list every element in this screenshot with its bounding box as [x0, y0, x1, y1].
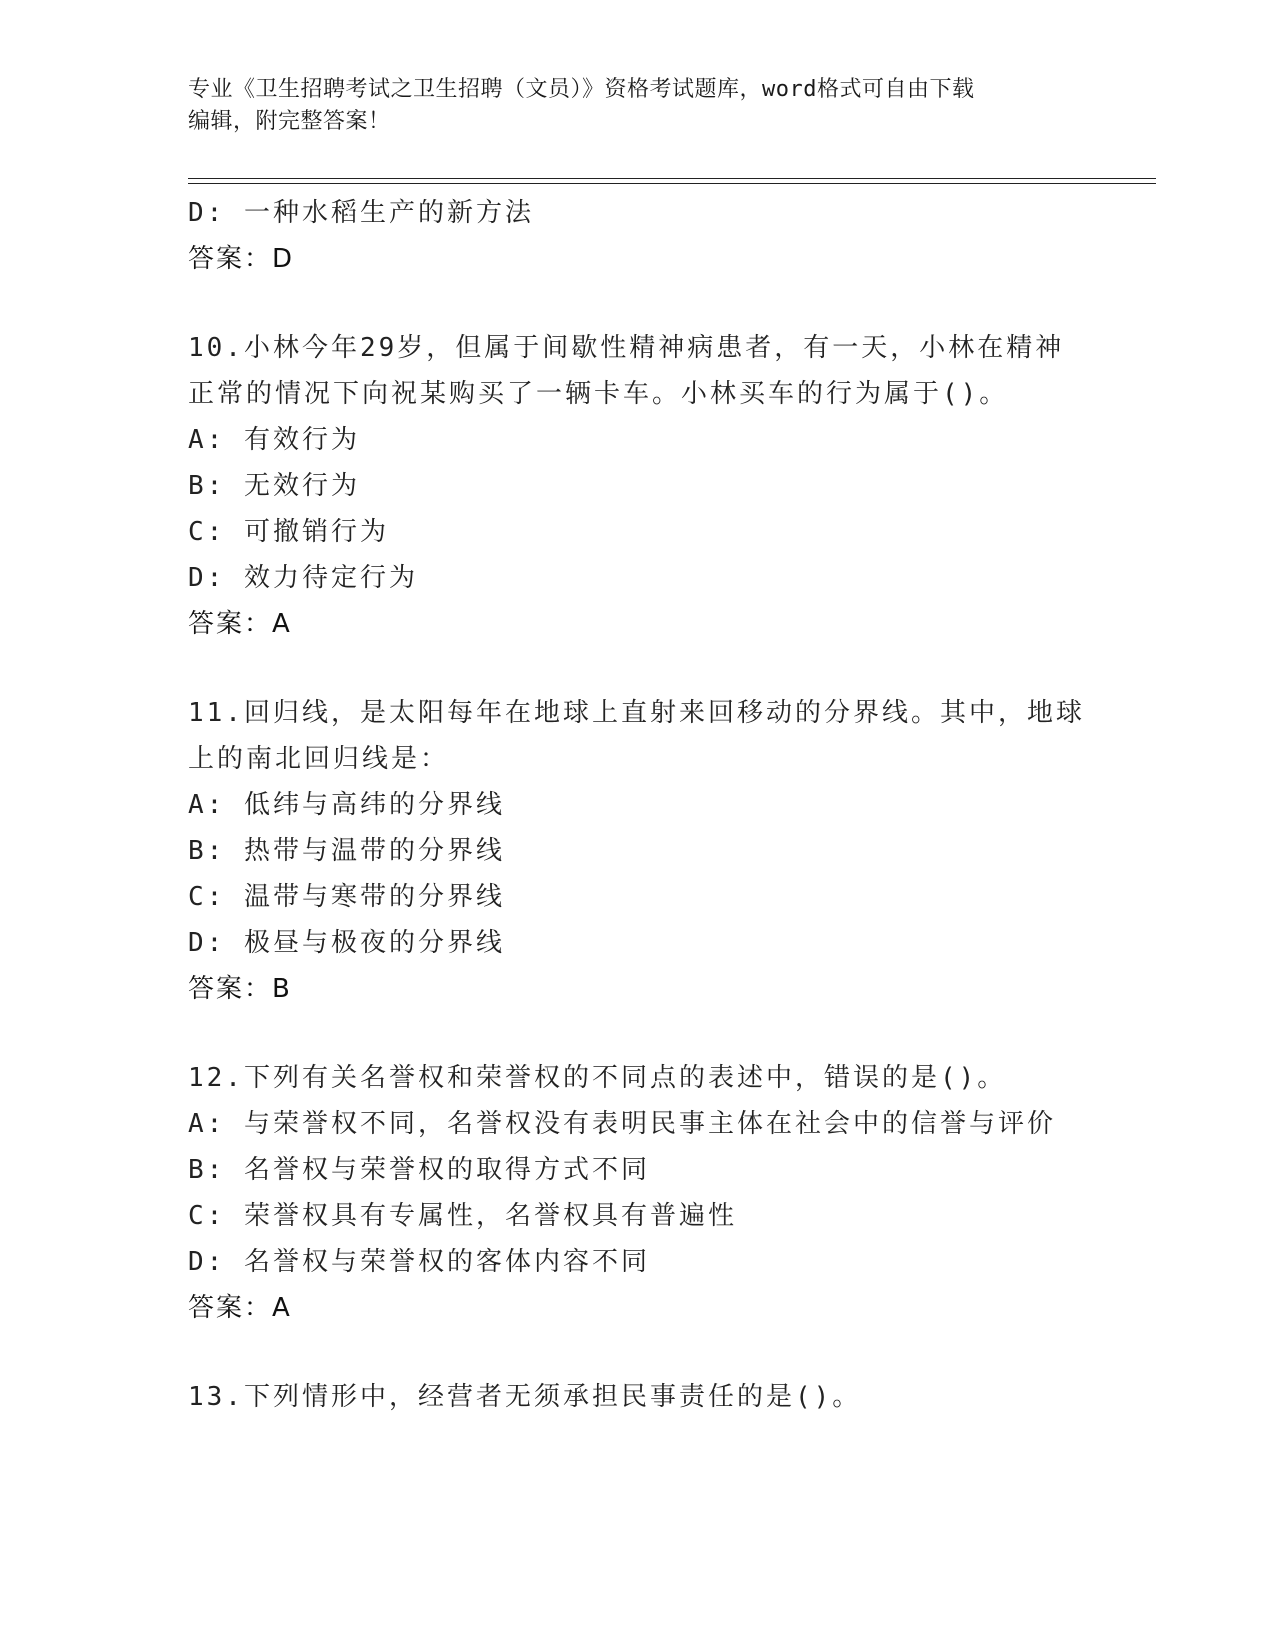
header-rule-top [188, 178, 1156, 179]
question-stem: 13.下列情形中，经营者无须承担民事责任的是()。 [188, 1382, 862, 1412]
header-line-1: 专业《卫生招聘考试之卫生招聘（文员）》资格考试题库，word格式可自由下载 [188, 77, 975, 102]
option-c: C: 荣誉权具有专属性，名誉权具有普遍性 [188, 1201, 737, 1231]
option-c: C: 可撤销行为 [188, 517, 389, 547]
option-a: A: 有效行为 [188, 425, 360, 455]
question-stem: 11.回归线，是太阳每年在地球上直射来回移动的分界线。其中，地球 [188, 698, 1085, 728]
question-stem: 10.小林今年29岁，但属于间歇性精神病患者，有一天，小林在精神 [188, 333, 1065, 363]
option-d: D: 一种水稻生产的新方法 [188, 198, 534, 228]
question-10 [188, 325, 1148, 647]
option-b: B: 名誉权与荣誉权的取得方式不同 [188, 1155, 650, 1185]
question-stem: 正常的情况下向祝某购买了一辆卡车。小林买车的行为属于()。 [188, 379, 1009, 409]
option-c: C: 温带与寒带的分界线 [188, 882, 505, 912]
option-a: A: 低纬与高纬的分界线 [188, 790, 505, 820]
question-11 [188, 690, 1148, 1012]
answer-line: 答案：B [188, 974, 292, 1004]
answer-line: 答案：A [188, 1293, 292, 1323]
answer-line: 答案：A [188, 609, 292, 639]
question-12 [188, 1055, 1148, 1331]
option-a: A: 与荣誉权不同，名誉权没有表明民事主体在社会中的信誉与评价 [188, 1109, 1056, 1139]
question-stem: 上的南北回归线是： [188, 744, 450, 774]
option-d: D: 极昼与极夜的分界线 [188, 928, 505, 958]
question-9-tail [188, 190, 1148, 282]
question-stem: 12.下列有关名誉权和荣誉权的不同点的表述中，错误的是()。 [188, 1063, 1007, 1093]
option-d: D: 效力待定行为 [188, 563, 418, 593]
option-b: B: 无效行为 [188, 471, 360, 501]
question-13 [188, 1374, 1148, 1420]
answer-line: 答案：D [188, 244, 295, 274]
header-line-2: 编辑，附完整答案！ [188, 109, 391, 134]
option-b: B: 热带与温带的分界线 [188, 836, 505, 866]
document-header [188, 74, 1088, 138]
header-rule-bottom [188, 183, 1156, 184]
question-list [188, 190, 1148, 1420]
option-d: D: 名誉权与荣誉权的客体内容不同 [188, 1247, 650, 1277]
